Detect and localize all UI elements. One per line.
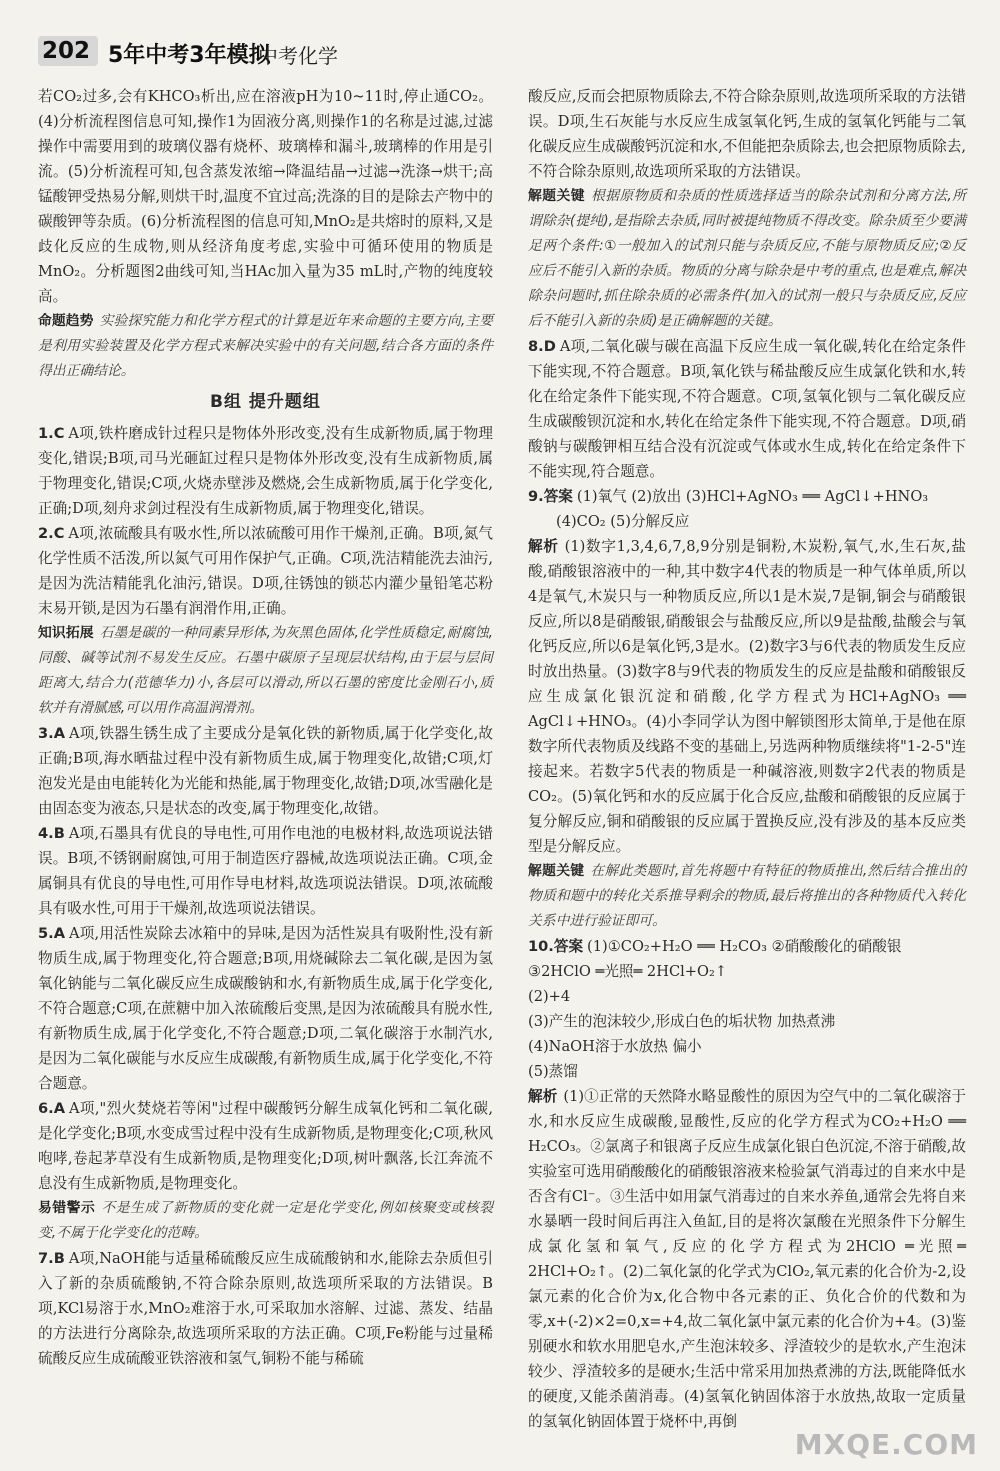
question-number: 2.C: [38, 525, 65, 542]
question-text: A项,二氧化碳与碳在高温下反应生成一氧化碳,转化在给定条件下能实现,不符合题意。B项,氧化铁与稀盐酸反应生成氯化铁和水,转化在给定条件下能实现,不符合题意。C项,氢氧化钡与二氧化碳反应生成碳酸钡沉淀和水,转化在给定条件下能实现,不符合题意。D项,硝酸钠与碳酸钾相互结合没有沉淀或气体或水生成,转化在给定条件下不能实现,符合题意。: [528, 338, 966, 480]
answer-line: (2)+4: [528, 988, 571, 1005]
question-number: 7.B: [38, 1250, 65, 1267]
question-text: A项,浓硫酸具有吸水性,所以浓硫酸可用作干燥剂,正确。B项,氮气化学性质不活泼,所以氮气可用作保护气,正确。C项,洗洁精能洗去油污,是因为洗洁精能乳化油污,错误。D项,往锈蚀的锁芯内灌少量铅笔芯粉末易开锁,是因为石墨有润滑作用,正确。: [38, 525, 493, 617]
group-title: B组 提升题组: [210, 392, 321, 412]
question-number: 4.B: [38, 825, 65, 842]
question-7-note: [528, 184, 966, 334]
left-column: [38, 84, 493, 1371]
question-9-answer: [528, 484, 966, 509]
question-8: [528, 334, 966, 484]
question-2-note: [38, 621, 493, 721]
question-number: 3.A: [38, 725, 65, 742]
answer-line: ③2HClO ═光照═ 2HCl+O₂↑: [528, 963, 728, 980]
question-10-analysis: [528, 1084, 966, 1434]
question-3: [38, 721, 493, 821]
question-9-note: [528, 859, 966, 934]
watermark: MXQE.COM: [794, 1428, 978, 1461]
question-1: [38, 421, 493, 521]
question-text: A项,用活性炭除去冰箱中的异味,是因为活性炭具有吸附性,没有新物质生成,属于物理变化,符合题意;B项,用烧碱除去二氧化碳,是因为氢氧化钠能与二氧化碳反应生成碳酸钠和水,有新物质生成,属于化学变化,不符合题意;C项,在蔗糖中加入浓硫酸后变黑,是因为浓硫酸具有脱水性,有新物质生成,属于化学变化,不符合题意;D项,二氧化碳溶于水制汽水,是因为二氧化碳能与水反应生成碳酸,有新物质生成,属于化学变化,不符合题意。: [38, 925, 493, 1092]
page-header: [0, 0, 1000, 84]
question-9-answer-line-2: (4)CO₂ (5)分解反应: [556, 513, 690, 530]
question-text: A项,"烈火焚烧若等闲"过程中碳酸钙分解生成氧化钙和二氧化碳,是化学变化;B项,水变成雪过程中没有生成新物质,是物理变化;C项,秋风咆哮,卷起茅草没有生成新物质,是物理变化;D项,树叶飘落,长江奔流不息没有生成新物质,是物理变化。: [38, 1100, 493, 1192]
note-text: 根据原物质和杂质的性质选择适当的除杂试剂和分离方法,所谓除杂(提纯),是指除去杂质,同时被提纯物质不得改变。除杂质至少要满足两个条件:①一般加入的试剂只能与杂质反应,不能与原物质反应;②反应后不能引入新的杂质。物质的分离与除杂是中考的重点,也是难点,解决除杂问题时,抓住除杂质的必需条件(加入的试剂一般只与杂质反应,反应后不能引入新的杂质)是正确解题的关键。: [528, 188, 966, 329]
intro-paragraph: 若CO₂过多,会有KHCO₃析出,应在溶液pH为10~11时,停止通CO₂。(4)分析流程图信息可知,操作1为固液分离,则操作1的名称是过滤,过滤操作中需要用到的玻璃仪器有烧杯、玻璃棒和漏斗,玻璃棒的作用是引流。(5)分析流程可知,包含蒸发浓缩→降温结晶→过滤→洗涤→烘干;高锰酸钾受热易分解,则烘干时,温度不宜过高;洗涤的目的是除去产物中的碳酸钾等杂质。(6)分析流程图的信息可知,MnO₂是共熔时的原料,又是歧化反应的生成物,则从经济角度考虑,实验中可循环使用的物质是MnO₂。分析题图2曲线可知,当HAc加入量为35 mL时,产物的纯度较高。: [38, 88, 493, 305]
question-4: [38, 821, 493, 921]
question-number: 6.A: [38, 1100, 65, 1117]
question-5: [38, 921, 493, 1096]
note-text: 不是生成了新物质的变化就一定是化学变化,例如核聚变或核裂变,不属于化学变化的范畴。: [38, 1200, 493, 1241]
question-number: 1.C: [38, 425, 65, 442]
question-number: 5.A: [38, 925, 65, 942]
note-text: 石墨是碳的一种同素异形体,为灰黑色固体,化学性质稳定,耐腐蚀,同酸、碱等试剂不易发生反应。石墨中碳原子呈现层状结构,由于层与层间距离大,结合力(范德华力)小,各层可以滑动,所以石墨的密度比金刚石小,质软并有滑腻感,可以用作高温润滑剂。: [38, 625, 494, 716]
note-text: 在解此类题时,首先将题中有特征的物质推出,然后结合推出的物质和题中的转化关系推导剩余的物质,最后将推出的各种物质代入转化关系中进行验证即可。: [528, 863, 966, 929]
book-title: 5年中考3年模拟: [108, 43, 271, 68]
question-9-analysis: [528, 534, 966, 859]
note-tag: 知识拓展: [38, 625, 94, 641]
answer-line: (1)氧气 (2)放出 (3)HCl+AgNO₃ ══ AgCl↓+HNO₃: [576, 488, 929, 505]
analysis-tag: 解析: [528, 1088, 558, 1105]
question-text: A项,石墨具有优良的导电性,可用作电池的电极材料,故选项说法错误。B项,不锈钢耐腐蚀,可用于制造医疗器械,故选项说法正确。C项,金属铜具有优良的导电性,可用作导电材料,故选项说法错误。D项,浓硫酸具有吸水性,可用于干燥剂,故选项说法错误。: [38, 825, 493, 917]
question-number: 10.答案: [528, 938, 584, 955]
question-text: A项,铁器生锈生成了主要成分是氧化铁的新物质,属于化学变化,故正确;B项,海水晒盐过程中没有新物质生成,属于物理变化,故错;C项,灯泡发光是由电能转化为光能和热能,属于物理变化,故错;D项,冰雪融化是由固态变为液态,只是状态的改变,属于物理变化,故错。: [38, 725, 493, 817]
analysis-text: (1)数字1,3,4,6,7,8,9分别是铜粉,木炭粉,氧气,水,生石灰,盐酸,硝酸银溶液中的一种,其中数字4代表的物质是一种气体单质,所以4是氧气,木炭只与一种物质反应,所以1是木炭,7是铜,铜会与硝酸银反应,所以8是硝酸银,硝酸银会与盐酸反应,所以9是盐酸,盐酸会与氧化钙反应,所以6是氧化钙,3是水。(2)数字3与6代表的物质发生反应时放出热量。(3)数字8与9代表的物质发生的反应是盐酸和硝酸银反应生成氯化银沉淀和硝酸,化学方程式为HCl+AgNO₃ ══ AgCl↓+HNO₃。(4)小李同学认为图中解锁图形太简单,于是他在原数字所代表物质及线路不变的基础上,另选两种物质继续将"1-2-5"连接起来。若数字5代表的物质是一种碱溶液,则数字2代表的物质是CO₂。(5)氧化钙和水的反应属于化合反应,盐酸和硝酸银的反应属于复分解反应,铜和硝酸银的反应属于置换反应,没有涉及的基本反应类型是分解反应。: [528, 538, 966, 855]
note-text: 实验探究能力和化学方程式的计算是近年来命题的主要方向,主要是利用实验装置及化学方程式来解决实验中的有关问题,结合各方面的条件得出正确结论。: [38, 313, 493, 379]
note-tag: 命题趋势: [38, 313, 94, 329]
analysis-text: (1)①正常的天然降水略显酸性的原因为空气中的二氧化碳溶于水,和水反应生成碳酸,显酸性,反应的化学方程式为CO₂+H₂O ══ H₂CO₃。②氯离子和银离子反应生成氯化银白色沉淀,不溶于硝酸,故实验室可选用硝酸酸化的硝酸银溶液来检验氯气消毒过的自来水中是否含有Cl⁻。③生活中如用氯气消毒过的自来水养鱼,通常会先将自来水暴晒一段时间后再注入鱼缸,目的是将次氯酸在光照条件下分解生成氯化氢和氧气,反应的化学方程式为2HClO ═光照═ 2HCl+O₂↑。(2)二氧化氯的化学式为ClO₂,氧元素的化合价为-2,设氯元素的化合价为x,化合物中各元素的正、负化合价的代数和为零,x+(-2)×2=0,x=+4,故二氧化氯中氯元素的化合价为+4。(3)鉴别硬水和软水用肥皂水,产生泡沫较多、浮渣较少的是软水,产生泡沫较少、浮渣较多的是硬水;生活中常采用加热煮沸的方法,既能降低水的硬度,又能杀菌消毒。(4)氢氧化钠固体溶于水放热,故取一定质量的氢氧化钠固体置于烧杯中,再倒: [528, 1088, 966, 1430]
answer-line: (5)蒸馏: [528, 1063, 578, 1080]
question-text: A项,NaOH能与适量稀硫酸反应生成硫酸钠和水,能除去杂质但引入了新的杂质硫酸钠,不符合除杂原则,故选项所采取的方法错误。B项,KCl易溶于水,MnO₂难溶于水,可采取加水溶解、过滤、蒸发、结晶的方法进行分离除杂,故选项所采取的方法正确。C项,Fe粉能与过量稀硫酸反应生成硫酸亚铁溶液和氢气,铜粉不能与稀硫: [38, 1250, 493, 1367]
question-number: 8.D: [528, 338, 556, 355]
note-tag: 解题关键: [528, 188, 586, 204]
note-tag: 解题关键: [528, 863, 585, 879]
page-number: 202: [42, 38, 91, 64]
question-7: [38, 1246, 493, 1371]
question-2: [38, 521, 493, 621]
intro-note: [38, 309, 493, 384]
question-6: [38, 1096, 493, 1196]
answer-line: (1)①CO₂+H₂O ══ H₂CO₃ ②硝酸酸化的硝酸银: [587, 938, 902, 955]
question-7-continued: 酸反应,反而会把原物质除去,不符合除杂原则,故选项所采取的方法错误。D项,生石灰能与水反应生成氢氧化钙,生成的氢氧化钙能与二氧化碳反应生成碳酸钙沉淀和水,不但能把杂质除去,也会把原物质除去,不符合除杂原则,故选项所采取的方法错误。: [528, 88, 966, 180]
question-text: A项,铁杵磨成针过程只是物体外形改变,没有生成新物质,属于物理变化,错误;B项,司马光砸缸过程只是物体外形改变,没有生成新物质,属于物理变化,错误;C项,火烧赤壁涉及燃烧,会生成新物质,属于化学变化,正确;D项,刻舟求剑过程没有生成新物质,属于物理变化,错误。: [38, 425, 493, 517]
question-6-note: [38, 1196, 493, 1246]
answer-line: (3)产生的泡沫较少,形成白色的垢状物 加热煮沸: [528, 1013, 836, 1030]
question-10-answer: [528, 934, 966, 959]
analysis-tag: 解析: [528, 538, 559, 555]
book-subtitle: 中考化学: [258, 44, 338, 68]
right-column: [528, 84, 966, 1434]
answer-line: (4)NaOH溶于水放热 偏小: [528, 1038, 702, 1055]
note-tag: 易错警示: [38, 1200, 96, 1216]
question-number: 9.答案: [528, 488, 573, 505]
